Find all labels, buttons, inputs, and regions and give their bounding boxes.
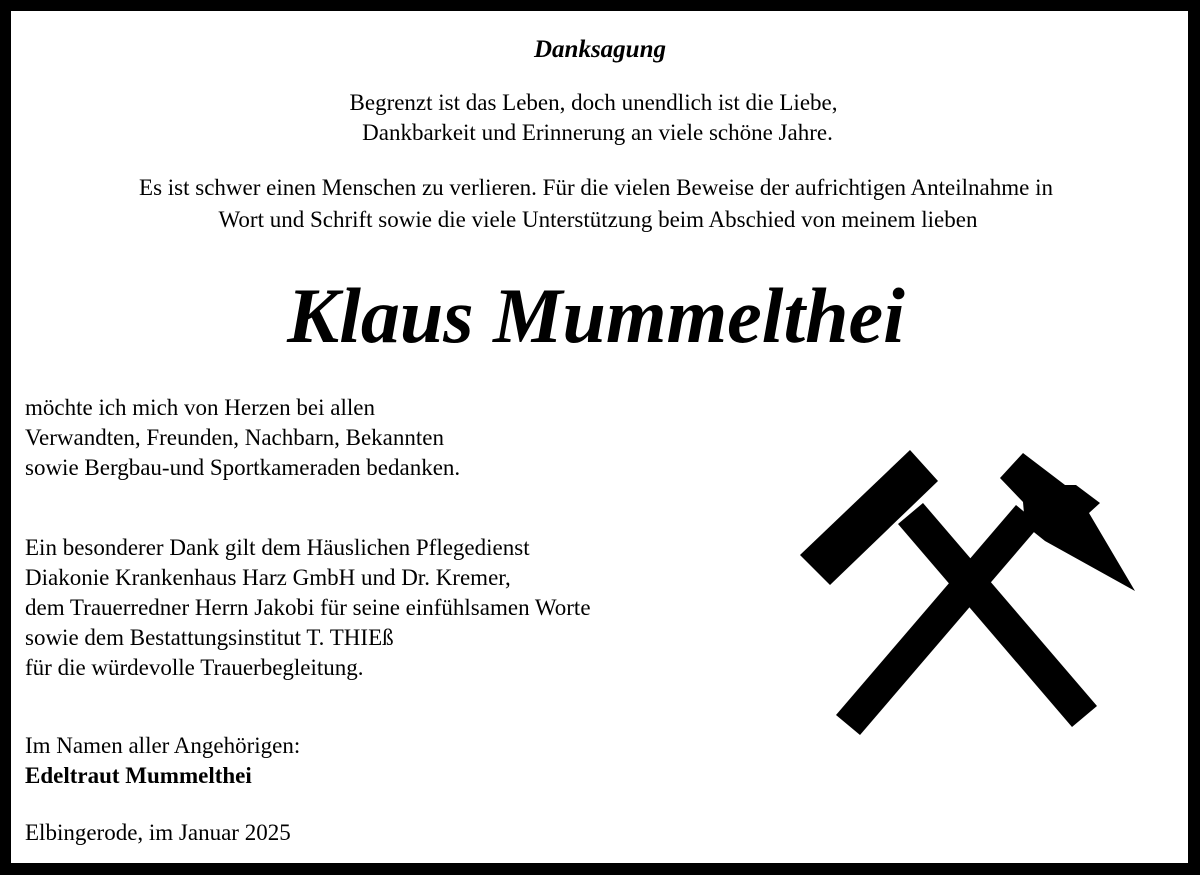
special-thanks-paragraph	[25, 533, 591, 683]
notice-heading: Danksagung	[534, 36, 666, 63]
general-thanks-paragraph	[25, 393, 460, 483]
closing-line: Im Namen aller Angehörigen:	[25, 733, 301, 758]
deceased-name: Klaus Mummelthei	[287, 272, 905, 359]
general-thanks-line: Verwandten, Freunden, Nachbarn, Bekannten	[25, 425, 444, 450]
special-thanks-line: sowie dem Bestattungsinstitut T. THIEß	[25, 625, 394, 650]
intro-line: Es ist schwer einen Menschen zu verlieren. Für die vielen Beweise der aufrichtigen Anteilnahme in	[139, 175, 1053, 200]
special-thanks-line: für die würdevolle Trauerbegleitung.	[25, 655, 364, 680]
signer-name: Edeltraut Mummelthei	[25, 763, 252, 788]
place-and-date: Elbingerode, im Januar 2025	[25, 820, 291, 845]
special-thanks-line: dem Trauerredner Herrn Jakobi für seine einfühlsamen Worte	[25, 595, 591, 620]
general-thanks-line: sowie Bergbau-und Sportkameraden bedanken.	[25, 455, 461, 480]
motto-line: Dankbarkeit und Erinnerung an viele schöne Jahre.	[362, 120, 833, 145]
special-thanks-line: Diakonie Krankenhaus Harz GmbH und Dr. Kremer,	[25, 565, 511, 590]
closing-block	[25, 731, 300, 791]
intro-line: Wort und Schrift sowie die viele Unterstützung beim Abschied von meinem lieben	[218, 207, 978, 232]
motto-line: Begrenzt ist das Leben, doch unendlich ist die Liebe,	[349, 90, 838, 115]
special-thanks-line: Ein besonderer Dank gilt dem Häuslichen Pflegedienst	[25, 535, 530, 560]
hammer-and-pick-icon	[800, 445, 1140, 745]
general-thanks-line: möchte ich mich von Herzen bei allen	[25, 395, 375, 420]
